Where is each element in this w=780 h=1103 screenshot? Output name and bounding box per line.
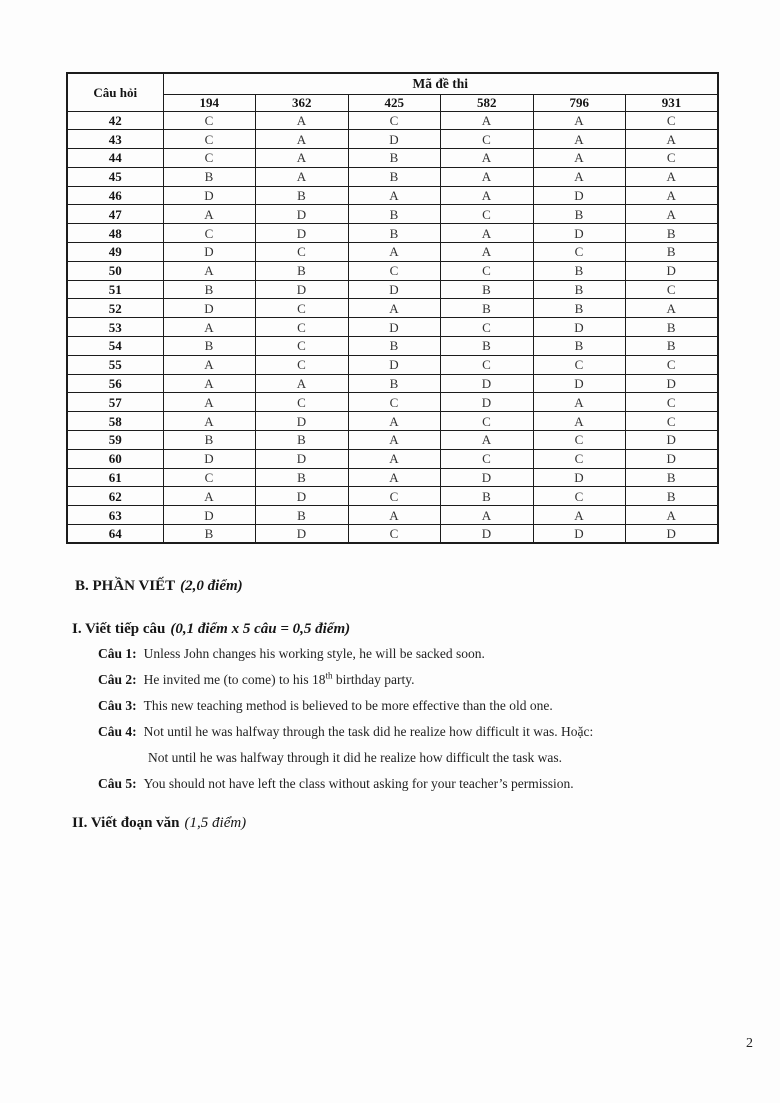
question-number-cell: 61 [67,468,163,487]
answer-cell: D [163,506,256,525]
answer-cell: D [163,299,256,318]
answer-cell: D [163,449,256,468]
question-number-cell: 60 [67,449,163,468]
answer-cell: A [441,149,534,168]
answer-cell: D [256,412,349,431]
exam-code-header: 362 [256,94,349,111]
table-row [67,167,718,186]
answer-cell: C [163,468,256,487]
answer-cell: C [163,224,256,243]
answer-cell: B [256,468,349,487]
answer-cell: D [533,468,626,487]
question-number-cell: 54 [67,337,163,356]
sentence-item-3 [98,698,553,714]
section-i-title: I. Viết tiếp câu [72,621,166,637]
answer-cell: B [626,243,719,262]
answer-cell: C [256,243,349,262]
item-label: Câu 5: [98,776,137,791]
answer-cell: C [256,393,349,412]
answer-cell: C [163,149,256,168]
question-number-cell: 53 [67,318,163,337]
answer-cell: A [441,111,534,130]
answer-cell: A [348,299,441,318]
answer-cell: C [626,412,719,431]
answer-cell: C [533,355,626,374]
section-i-heading [72,621,350,638]
question-number-cell: 46 [67,186,163,205]
answer-cell: C [441,261,534,280]
answer-cell: B [626,318,719,337]
answer-cell: C [441,355,534,374]
table-row [67,487,718,506]
answer-cell: A [533,130,626,149]
answer-cell: A [163,374,256,393]
answer-cell: C [533,487,626,506]
section-ii-heading [72,815,246,832]
answer-cell: C [441,412,534,431]
item-label: Câu 2: [98,672,137,687]
table-row [67,412,718,431]
answer-cell: A [533,149,626,168]
answer-cell: B [348,205,441,224]
question-number-cell: 49 [67,243,163,262]
answer-cell: D [626,261,719,280]
answer-cell: A [256,149,349,168]
exam-code-header: 582 [441,94,534,111]
answer-cell: A [348,412,441,431]
table-row [67,186,718,205]
question-number-cell: 55 [67,355,163,374]
answer-cell: A [163,355,256,374]
question-number-cell: 48 [67,224,163,243]
table-row [67,506,718,525]
table-row [67,393,718,412]
answer-cell: B [626,224,719,243]
answer-cell: D [256,224,349,243]
ordinal-superscript: th [325,670,333,681]
question-number-cell: 58 [67,412,163,431]
question-number-cell: 57 [67,393,163,412]
question-column-header: Câu hỏi [67,73,163,111]
question-number-cell: 59 [67,431,163,450]
answer-cell: A [626,506,719,525]
answer-cell: B [163,167,256,186]
question-number-cell: 43 [67,130,163,149]
answer-cell: A [533,167,626,186]
answer-cell: D [441,525,534,544]
item-text: He invited me (to come) to his 18 [143,672,326,687]
answer-cell: C [348,111,441,130]
table-row [67,337,718,356]
question-number-cell: 44 [67,149,163,168]
answer-cell: A [441,186,534,205]
answer-cell: B [441,337,534,356]
table-row [67,224,718,243]
answer-cell: A [441,167,534,186]
section-i-points: (0,1 điểm x 5 câu = 0,5 điểm) [170,621,351,637]
answer-cell: A [256,167,349,186]
answer-cell: A [163,318,256,337]
answer-cell: A [348,468,441,487]
table-row [67,431,718,450]
answer-cell: A [163,393,256,412]
table-row [67,243,718,262]
table-row [67,299,718,318]
answer-cell: B [533,299,626,318]
answer-cell: A [533,412,626,431]
answer-cell: A [626,299,719,318]
exam-code-group-header: Mã đề thi [163,73,718,94]
answer-cell: B [533,205,626,224]
answer-cell: B [626,468,719,487]
table-row [67,318,718,337]
sentence-item-4 [98,724,593,740]
answer-cell: D [533,186,626,205]
question-number-cell: 52 [67,299,163,318]
item-label: Câu 3: [98,698,137,713]
answer-cell: A [441,506,534,525]
answer-cell: B [163,525,256,544]
item-label: Câu 4: [98,724,137,739]
answer-cell: B [441,487,534,506]
item-text: You should not have left the class without asking for your teacher’s permission. [143,776,574,791]
section-b-points: (2,0 điểm) [180,578,243,594]
sentence-item-2 [98,672,414,688]
answer-cell: C [441,130,534,149]
item-text: Not until he was halfway through the task did he realize how difficult it was. Hoặc: [143,724,594,739]
answer-cell: C [348,393,441,412]
table-row [67,468,718,487]
answer-cell: A [441,431,534,450]
answer-cell: A [533,393,626,412]
answer-cell: B [348,167,441,186]
answer-cell: B [348,374,441,393]
answer-cell: B [348,224,441,243]
answer-cell: D [348,355,441,374]
answer-cell: C [348,487,441,506]
answer-cell: D [533,224,626,243]
section-b-title: B. PHẦN VIẾT [75,578,176,594]
answer-cell: D [348,280,441,299]
answer-cell: C [626,111,719,130]
answer-cell: D [256,525,349,544]
answer-cell: D [348,130,441,149]
table-row [67,205,718,224]
table-row [67,111,718,130]
answer-cell: D [441,393,534,412]
answer-cell: D [163,186,256,205]
answer-cell: A [533,506,626,525]
answer-cell: A [163,261,256,280]
answer-table-body [67,111,718,543]
answer-cell: B [256,506,349,525]
answer-cell: C [626,149,719,168]
answer-cell: B [163,337,256,356]
answer-cell: C [163,111,256,130]
answer-cell: B [256,186,349,205]
answer-cell: C [533,243,626,262]
answer-cell: A [348,431,441,450]
answer-cell: A [441,224,534,243]
item-text: birthday party. [332,672,415,687]
answer-cell: B [533,337,626,356]
table-row [67,355,718,374]
answer-cell: D [533,525,626,544]
exam-code-header: 931 [626,94,719,111]
answer-cell: B [256,261,349,280]
answer-cell: A [256,374,349,393]
answer-cell: C [256,337,349,356]
answer-cell: B [163,280,256,299]
answer-cell: A [626,186,719,205]
question-number-cell: 63 [67,506,163,525]
answer-cell: D [626,431,719,450]
answer-cell: B [256,431,349,450]
table-row [67,149,718,168]
question-number-cell: 50 [67,261,163,280]
answer-cell: C [256,355,349,374]
answer-cell: B [441,280,534,299]
sentence-item-5 [98,776,574,792]
table-row [67,525,718,544]
answer-cell: D [256,487,349,506]
answer-cell: D [348,318,441,337]
answer-key-table [66,72,719,544]
sentence-item-4-alt [148,750,562,766]
answer-cell: B [163,431,256,450]
answer-cell: A [348,449,441,468]
exam-code-header: 796 [533,94,626,111]
answer-cell: B [441,299,534,318]
table-row [67,280,718,299]
exam-code-header: 194 [163,94,256,111]
answer-cell: D [256,449,349,468]
section-ii-points: (1,5 điểm) [184,815,247,831]
table-row [67,261,718,280]
page-number: 2 [746,1036,753,1051]
exam-code-header: 425 [348,94,441,111]
answer-cell: D [441,374,534,393]
answer-cell: D [626,374,719,393]
answer-cell: A [256,111,349,130]
answer-cell: B [348,337,441,356]
answer-cell: C [163,130,256,149]
section-ii-title: II. Viết đoạn văn [72,815,180,831]
answer-cell: B [533,261,626,280]
answer-cell: D [441,468,534,487]
sentence-item-1 [98,646,485,662]
answer-cell: C [348,525,441,544]
answer-cell: A [348,243,441,262]
item-text: Unless John changes his working style, he will be sacked soon. [143,646,485,661]
answer-cell: C [348,261,441,280]
answer-cell: A [626,130,719,149]
answer-cell: C [626,280,719,299]
answer-cell: D [256,280,349,299]
answer-cell: C [533,431,626,450]
answer-cell: A [256,130,349,149]
table-row [67,449,718,468]
item-label: Câu 1: [98,646,137,661]
question-number-cell: 64 [67,525,163,544]
answer-cell: C [626,355,719,374]
section-b-heading [75,578,243,595]
answer-cell: A [626,205,719,224]
answer-cell: C [626,393,719,412]
answer-cell: D [626,525,719,544]
answer-cell: A [533,111,626,130]
answer-cell: A [626,167,719,186]
question-number-cell: 56 [67,374,163,393]
answer-cell: A [348,186,441,205]
answer-cell: D [163,243,256,262]
item-text: This new teaching method is believed to be more effective than the old one. [143,698,553,713]
question-number-cell: 45 [67,167,163,186]
answer-cell: B [348,149,441,168]
answer-cell: C [441,318,534,337]
answer-cell: C [441,449,534,468]
question-number-cell: 51 [67,280,163,299]
answer-cell: C [441,205,534,224]
answer-cell: B [533,280,626,299]
answer-cell: A [163,487,256,506]
answer-cell: D [256,205,349,224]
item-text: Not until he was halfway through it did he realize how difficult the task was. [148,750,563,765]
answer-cell: A [163,412,256,431]
answer-cell: C [256,318,349,337]
answer-cell: B [626,487,719,506]
question-number-cell: 62 [67,487,163,506]
answer-cell: A [348,506,441,525]
table-row [67,130,718,149]
question-number-cell: 47 [67,205,163,224]
answer-cell: D [626,449,719,468]
question-number-cell: 42 [67,111,163,130]
answer-cell: D [533,318,626,337]
answer-cell: C [533,449,626,468]
answer-cell: C [256,299,349,318]
answer-cell: A [441,243,534,262]
answer-cell: B [626,337,719,356]
table-row [67,374,718,393]
answer-cell: D [533,374,626,393]
answer-cell: A [163,205,256,224]
